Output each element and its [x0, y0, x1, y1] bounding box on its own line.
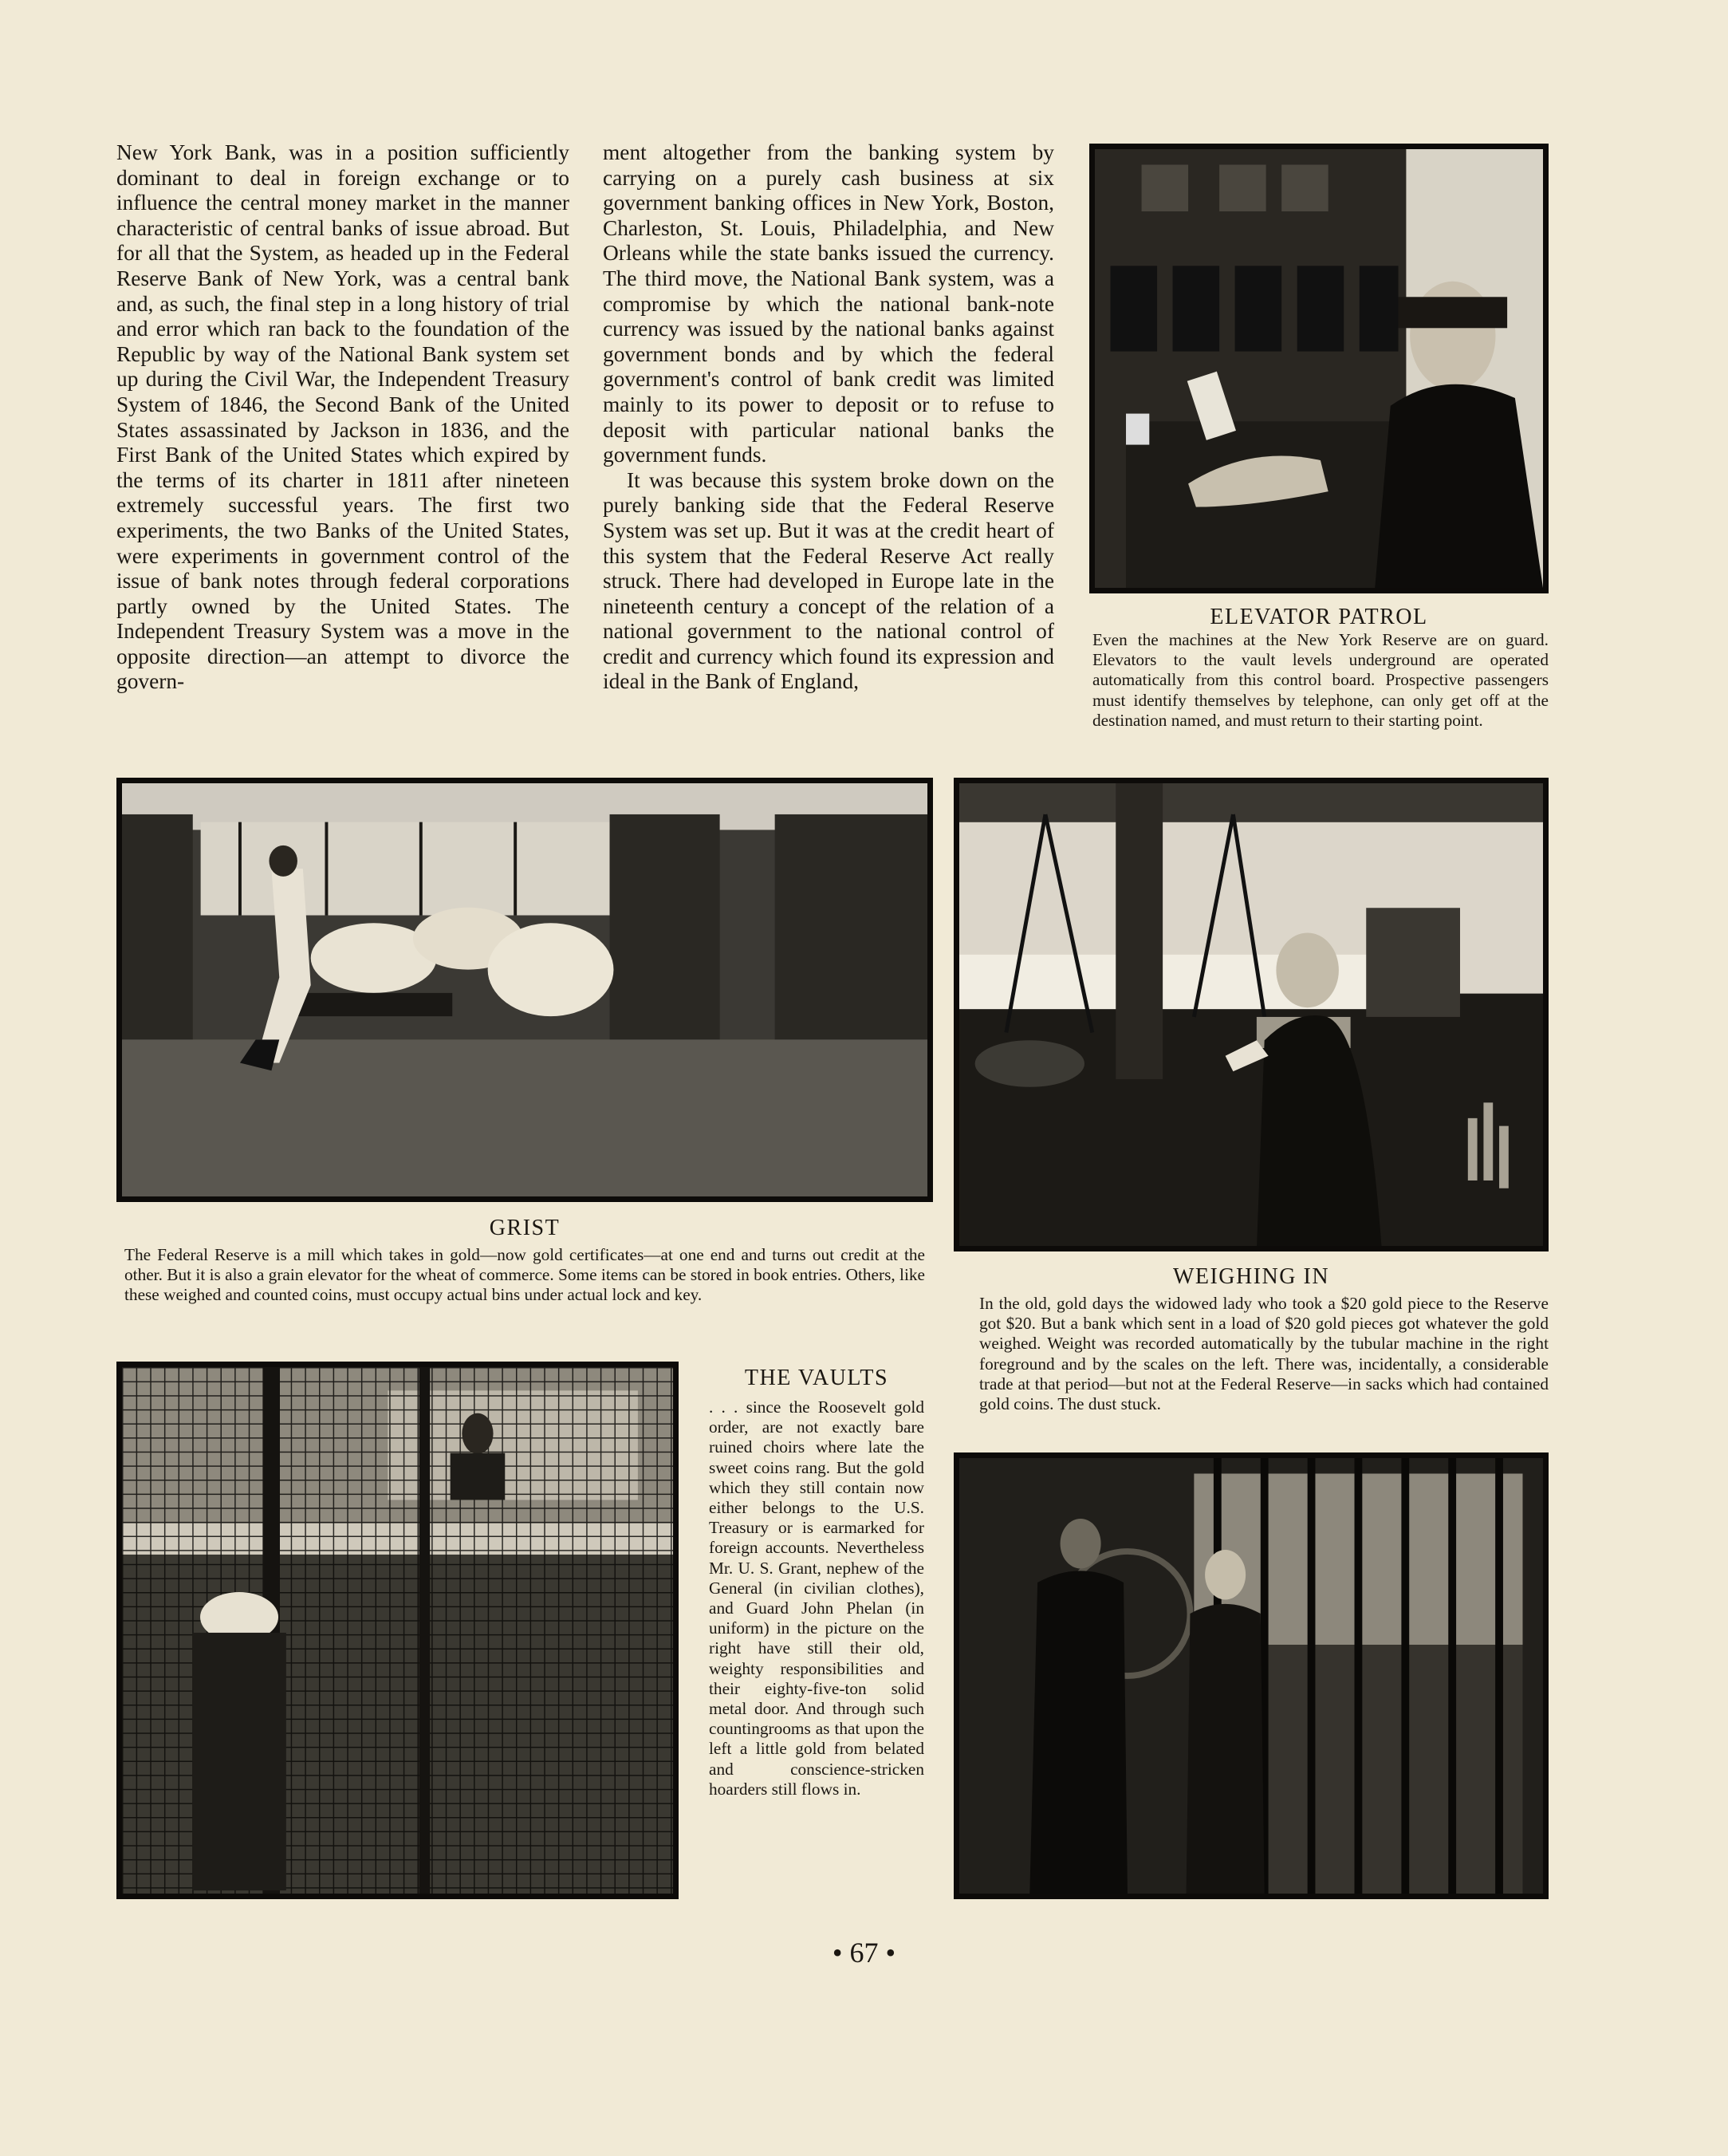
the-vaults-title: THE VAULTS	[744, 1366, 889, 1390]
article-paragraph: ment altogether from the banking system by carrying on a purely cash business at six government banking offices in New York, Boston, Charleston, St. Louis, Philadelphia, and New Orleans while the state banks issued the currency. The third move, the National Bank system, was a compromise by which the national bank-note currency was issued by the national banks against government bonds and by which the federal government's control of bank credit was limited mainly to its power to deposit or to refuse to deposit with particular national banks the government funds.	[603, 140, 1054, 467]
weighing-in-scales-photo	[954, 778, 1549, 1251]
elevator-patrol-title: ELEVATOR PATROL	[1210, 605, 1428, 629]
elevator-control-board-photo	[1089, 144, 1549, 593]
article-column-2	[603, 140, 1054, 748]
vault-door-grant-phelan-photo	[954, 1452, 1549, 1899]
weighing-in-caption: In the old, gold days the widowed lady who took a $20 gold piece to the Reserve got $20. But a bank which sent in a load of $20 gold pieces got whatever the gold weighed. Weight was recorded automatically by the tubular machine in the right foreground and by the scales on the left. There was, incidentally, a considerable trade at that period—but not at the Federal Reserve—in sacks which had contained gold coins. The dust stuck.	[979, 1294, 1549, 1414]
grist-title: GRIST	[489, 1216, 561, 1240]
article-column-1	[116, 140, 569, 748]
article-paragraph: It was because this system broke down on the purely banking side that the Federal Reserve System was set up. But it was at the credit heart of this system that the Federal Reserve Act really struck. There had developed in Europe late in the nineteenth century a concept of the relation of a national government to the national control of credit and currency which found its expression and ideal in the Bank of England,	[603, 467, 1054, 694]
article-paragraph: New York Bank, was in a position sufficiently dominant to deal in foreign exchange or to influence the central money market in the manner characteristic of central banks of issue abroad. But for all that the System, as headed up in the Federal Reserve Bank of New York, was a central bank and, as such, the final step in a long history of trial and error which ran back to the foundation of the Republic by way of the National Bank system set up during the Civil War, the Independent Treasury System of 1846, the Second Bank of the United States assassinated by Jackson in 1836, and the First Bank of the United States which expired by the terms of its charter in 1811 after nineteen extremely successful years. The first two experiments, the two Banks of the United States, were experiments in government control of the issue of bank notes through federal corporations partly owned by the United States. The Independent Treasury System was a move in the opposite direction—an attempt to divorce the govern-	[116, 140, 569, 694]
vault-countingroom-photo	[116, 1362, 679, 1899]
the-vaults-caption: . . . since the Roosevelt gold order, are not exactly bare ruined choirs where late the sweet coins rang. But the gold which they still contain now either belongs to the U.S. Treasury or is earmarked for foreign accounts. Nevertheless Mr. U. S. Grant, nephew of the General (in civilian clothes), and Guard John Phelan (in uniform) in the picture on the right have still their old, weighty responsibilities and their eighty-five-ton solid metal door. And through such countingrooms as that upon the left a little gold from belated and conscience-stricken hoarders still flows in.	[709, 1397, 924, 1799]
grist-caption: The Federal Reserve is a mill which takes in gold—now gold certificates—at one end and turns out credit at the other. But it is also a grain elevator for the wheat of commerce. Some items can be stored in book entries. Others, like these weighed and counted coins, must occupy actual bins under actual lock and key.	[124, 1245, 925, 1305]
weighing-in-title: WEIGHING IN	[1172, 1264, 1330, 1289]
page-number: • 67 •	[832, 1937, 896, 1969]
grist-coin-sacks-photo	[116, 778, 933, 1202]
elevator-patrol-caption: Even the machines at the New York Reserve are on guard. Elevators to the vault levels underground are operated automatically from this control board. Prospective passengers must identify themselves by telephone, can only get off at the destination named, and must return to their starting point.	[1092, 630, 1549, 730]
